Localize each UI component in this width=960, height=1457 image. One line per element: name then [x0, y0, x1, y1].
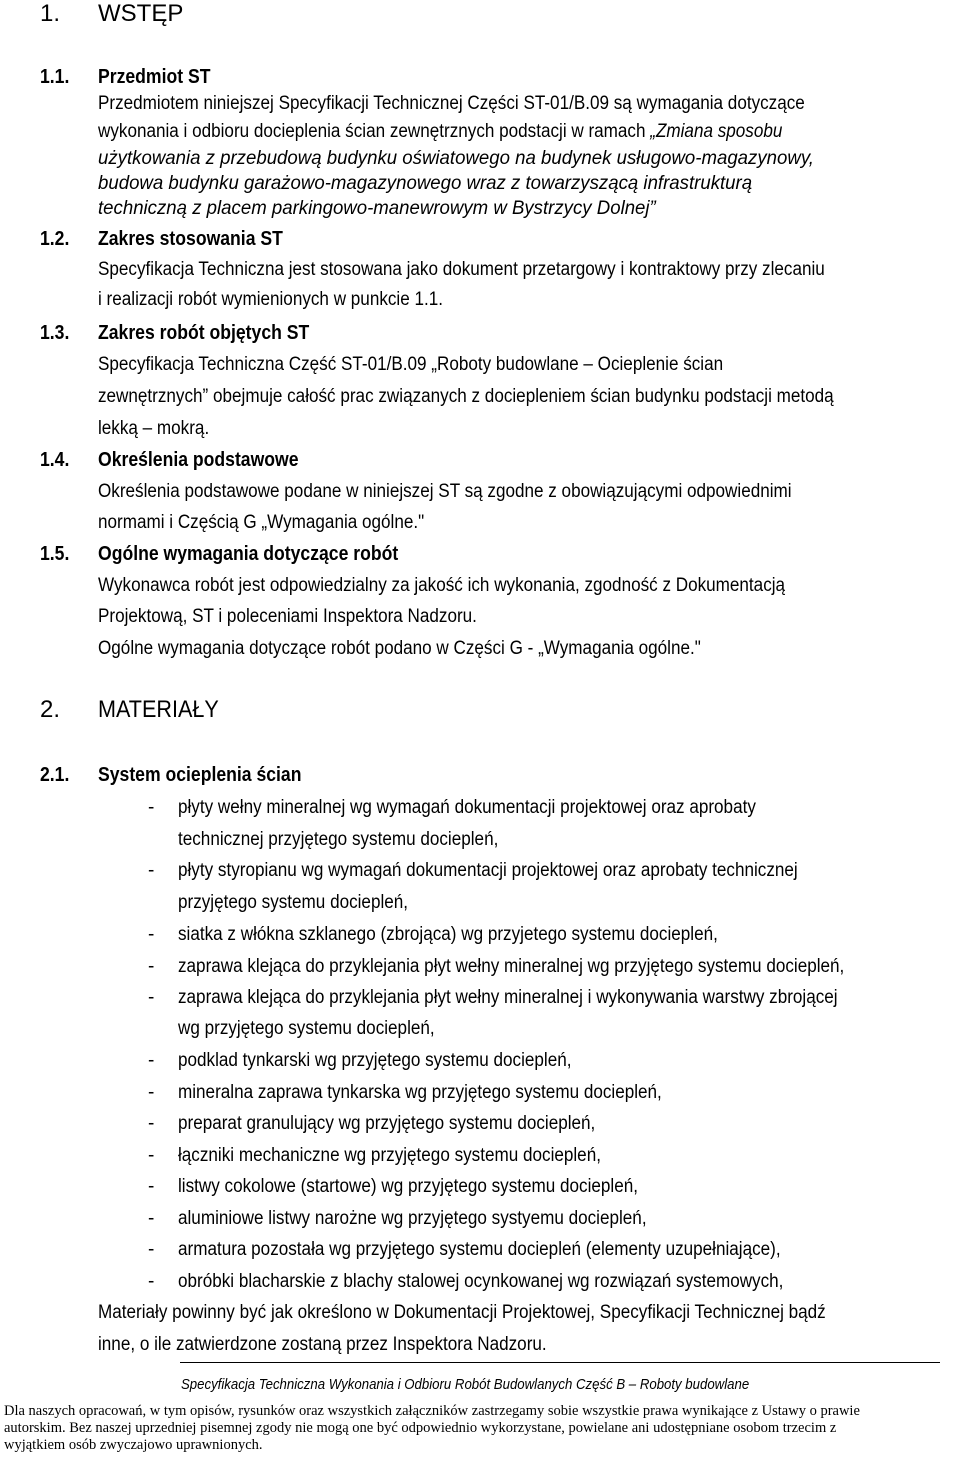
legal-notice-line-1: Dla naszych opracowań, w tym opisów, rysunków oraz wszystkich załączników zastrzegamy sobie wszystkie prawa wynikające z Ustawy o prawie	[4, 1403, 860, 1419]
section-2-1-title: System ocieplenia ścian	[98, 764, 302, 786]
list-item-line-1: zaprawa klejąca do przyklejania płyt wełny mineralnej i wykonywania warstwy zbrojącej	[178, 987, 838, 1008]
section-1-1-line-2	[98, 121, 782, 143]
section-1-number: 1.	[40, 0, 61, 27]
section-1-2-line-1: Specyfikacja Techniczna jest stosowana jako dokument przetargowy i kontraktowy przy zlecaniu	[98, 259, 825, 280]
list-item-line-1: płyty wełny mineralnej wg wymagań dokumentacji projektowej oraz aprobaty	[178, 797, 756, 818]
section-1-1-line-2-italic: „Zmiana sposobu	[650, 121, 783, 142]
list-item-line-1: zaprawa klejąca do przyklejania płyt wełny mineralnej wg przyjętego systemu dociepleń,	[178, 956, 845, 977]
list-bullet-dash: -	[148, 797, 155, 818]
section-1-3-line-2: zewnętrznych” obejmuje całość prac związanych z dociepleniem ścian budynku podstacji metodą	[98, 386, 834, 407]
section-1-1-line-1: Przedmiotem niniejszej Specyfikacji Technicznej Części ST-01/B.09 są wymagania dotyczące	[98, 93, 805, 114]
list-item-line-2: wg przyjętego systemu dociepleń,	[178, 1018, 435, 1039]
section-1-2-number: 1.2.	[40, 228, 70, 250]
list-item-line-1: preparat granulujący wg przyjętego systemu dociepleń,	[178, 1113, 596, 1134]
section-1-2-title: Zakres stosowania ST	[98, 228, 283, 250]
section-1-2-line-2: i realizacji robót wymienionych w punkcie 1.1.	[98, 289, 444, 310]
list-bullet-dash: -	[148, 1208, 155, 1229]
legal-notice-line-3: wyjątkiem osób zwyczajowo uprawnionych.	[4, 1437, 263, 1453]
section-2-1-number: 2.1.	[40, 764, 70, 786]
section-1-3-line-3: lekką – mokrą.	[98, 418, 210, 439]
section-1-5-line-1: Wykonawca robót jest odpowiedzialny za jakość ich wykonania, zgodność z Dokumentacją	[98, 575, 786, 596]
list-item-line-1: obróbki blacharskie z blachy stalowej ocynkowanej wg rozwiązań systemowych,	[178, 1271, 784, 1292]
section-2-1-closing-1: Materiały powinny być jak określono w Dokumentacji Projektowej, Specyfikacji Technicznej bądź	[98, 1302, 826, 1323]
footer-title: Specyfikacja Techniczna Wykonania i Odbioru Robót Budowlanych Część B – Roboty budowlane	[181, 1376, 750, 1393]
list-bullet-dash: -	[148, 860, 155, 881]
section-1-5-number: 1.5.	[40, 543, 70, 565]
section-1-4-line-2: normami i Częścią G „Wymagania ogólne."	[98, 512, 425, 533]
list-bullet-dash: -	[148, 1113, 155, 1134]
list-bullet-dash: -	[148, 1176, 155, 1197]
section-1-4-number: 1.4.	[40, 449, 70, 471]
section-1-3-line-1: Specyfikacja Techniczna Część ST-01/B.09 „Roboty budowlane – Ocieplenie ścian	[98, 354, 724, 375]
list-item-line-1: listwy cokolowe (startowe) wg przyjętego systemu dociepleń,	[178, 1176, 638, 1197]
section-1-title: WSTĘP	[98, 0, 184, 27]
list-bullet-dash: -	[148, 1145, 155, 1166]
section-1-3-number: 1.3.	[40, 322, 70, 344]
list-item-line-2: przyjętego systemu dociepleń,	[178, 892, 409, 913]
section-1-1-italic-3: techniczną z placem parkingowo-manewrowym w Bystrzycy Dolnej”	[98, 198, 656, 219]
section-1-3-title: Zakres robót objętych ST	[98, 322, 310, 344]
section-1-5-line-2: Projektową, ST i poleceniami Inspektora Nadzoru.	[98, 606, 477, 627]
section-1-5-title: Ogólne wymagania dotyczące robót	[98, 543, 399, 565]
list-item-line-1: łączniki mechaniczne wg przyjętego systemu dociepleń,	[178, 1145, 601, 1166]
section-2-title: MATERIAŁY	[98, 696, 219, 723]
list-item-line-1: siatka z włókna szklanego (zbrojąca) wg przyjetego systemu dociepleń,	[178, 924, 718, 945]
footer-divider	[180, 1362, 940, 1363]
section-1-1-number: 1.1.	[40, 66, 70, 88]
list-bullet-dash: -	[148, 1050, 155, 1071]
list-item-line-1: podklad tynkarski wg przyjętego systemu dociepleń,	[178, 1050, 572, 1071]
list-bullet-dash: -	[148, 987, 155, 1008]
list-item-line-1: armatura pozostała wg przyjętego systemu dociepleń (elementy uzupełniające),	[178, 1239, 781, 1260]
list-bullet-dash: -	[148, 956, 155, 977]
list-bullet-dash: -	[148, 1239, 155, 1260]
list-bullet-dash: -	[148, 1271, 155, 1292]
list-bullet-dash: -	[148, 1082, 155, 1103]
list-item-line-1: mineralna zaprawa tynkarska wg przyjętego systemu dociepleń,	[178, 1082, 662, 1103]
section-1-1-line-2-start: wykonania i odbioru docieplenia ścian zewnętrznych podstacji w ramach	[98, 121, 651, 142]
section-1-1-italic-1: użytkowania z przebudową budynku oświatowego na budynek usługowo-magazynowy,	[98, 148, 814, 169]
section-1-4-title: Określenia podstawowe	[98, 449, 299, 471]
section-1-1-italic-2: budowa budynku garażowo-magazynowego wraz z towarzyszącą infrastrukturą	[98, 173, 753, 194]
list-item-line-2: technicznej przyjętego systemu dociepleń,	[178, 829, 499, 850]
section-1-1-title: Przedmiot ST	[98, 66, 211, 88]
section-2-1-closing-2: inne, o ile zatwierdzone zostaną przez Inspektora Nadzoru.	[98, 1334, 547, 1355]
section-2-number: 2.	[40, 696, 61, 723]
section-1-5-line-3: Ogólne wymagania dotyczące robót podano w Części G - „Wymagania ogólne."	[98, 638, 701, 659]
section-1-4-line-1: Określenia podstawowe podane w niniejszej ST są zgodne z obowiązującymi odpowiednimi	[98, 481, 792, 502]
list-bullet-dash: -	[148, 924, 155, 945]
list-item-line-1: płyty styropianu wg wymagań dokumentacji projektowej oraz aprobaty technicznej	[178, 860, 798, 881]
legal-notice-line-2: autorskim. Bez naszej uprzedniej pisemnej zgody nie mogą one być odpowiednio wykorzystane, powielane ani udostępniane osobom trzecim z	[4, 1420, 837, 1436]
list-item-line-1: aluminiowe listwy narożne wg przyjętego systyemu dociepleń,	[178, 1208, 647, 1229]
